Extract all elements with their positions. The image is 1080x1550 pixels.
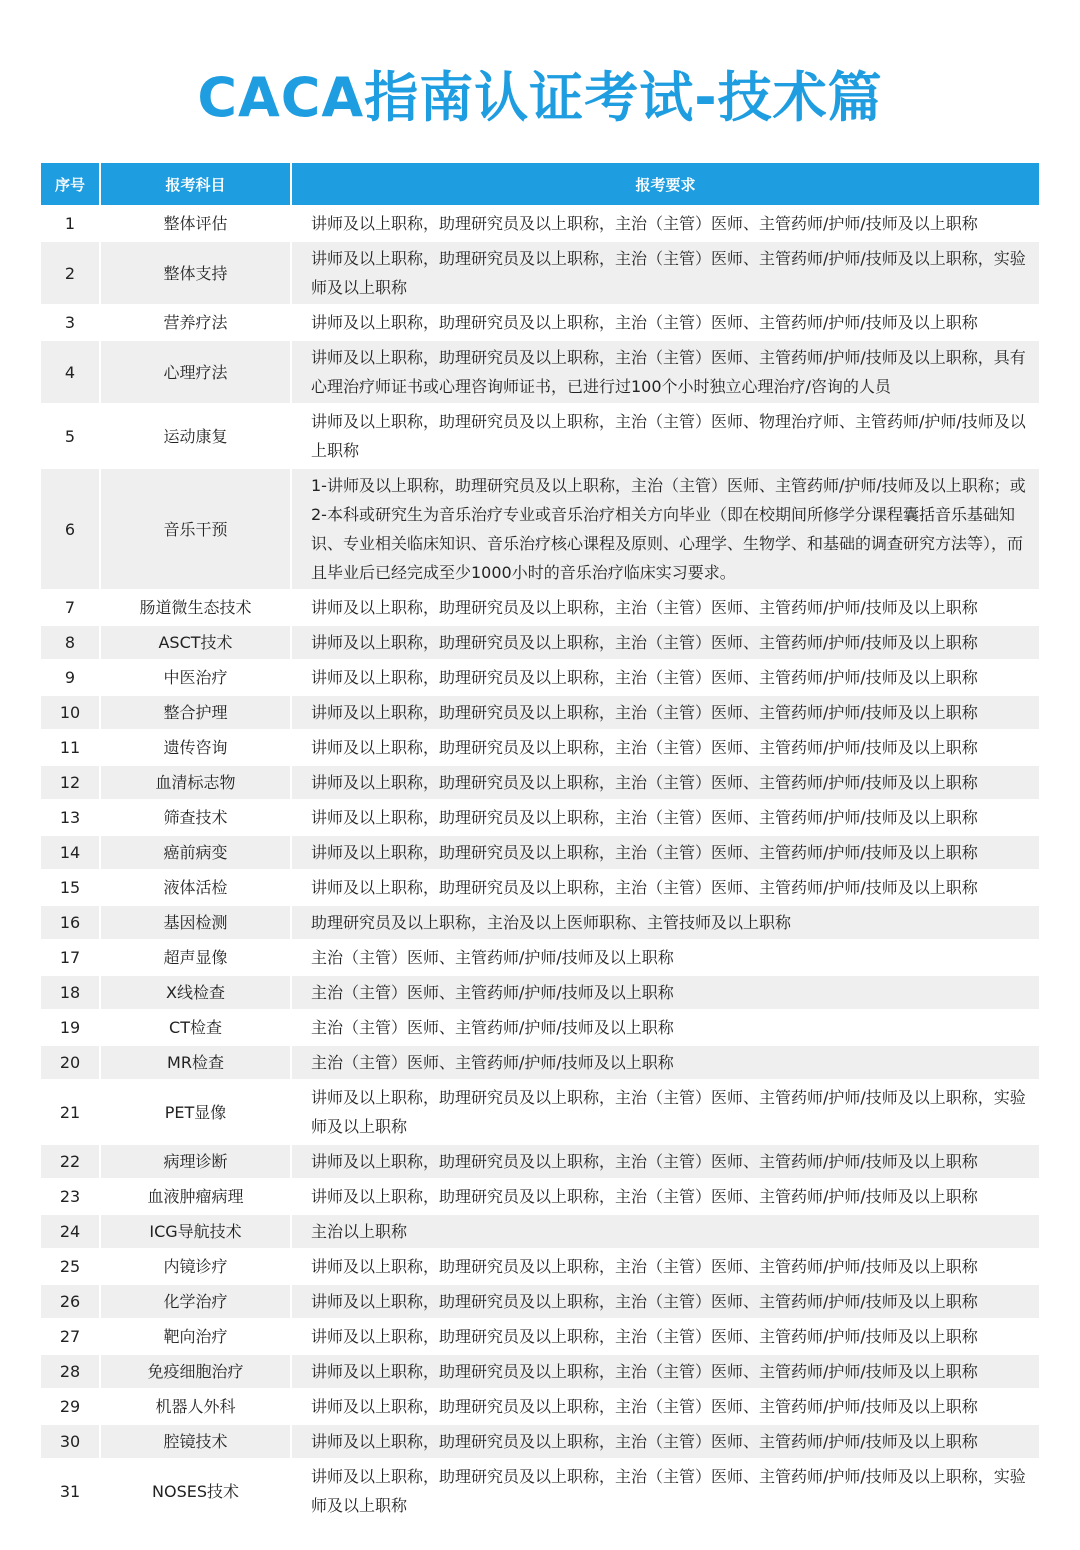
row-requirement: 讲师及以上职称，助理研究员及以上职称，主治（主管）医师、主管药师/护师/技师及以上职称 <box>290 589 1039 624</box>
row-subject: 营养疗法 <box>99 304 290 339</box>
table-row <box>41 1143 1039 1178</box>
table-row <box>41 974 1039 1009</box>
row-number: 13 <box>41 799 99 834</box>
row-requirement: 讲师及以上职称，助理研究员及以上职称，主治（主管）医师、主管药师/护师/技师及以上职称 <box>290 694 1039 729</box>
row-subject: 超声显像 <box>99 939 290 974</box>
table-row <box>41 939 1039 974</box>
table-row <box>41 1283 1039 1318</box>
row-number: 15 <box>41 869 99 904</box>
row-number: 28 <box>41 1353 99 1388</box>
row-number: 19 <box>41 1009 99 1044</box>
row-requirement: 讲师及以上职称，助理研究员及以上职称，主治（主管）医师、主管药师/护师/技师及以上职称 <box>290 304 1039 339</box>
row-number: 4 <box>41 339 99 403</box>
row-requirement: 讲师及以上职称，助理研究员及以上职称，主治（主管）医师、主管药师/护师/技师及以上职称 <box>290 624 1039 659</box>
row-subject: 化学治疗 <box>99 1283 290 1318</box>
row-subject: 免疫细胞治疗 <box>99 1353 290 1388</box>
table-row <box>41 1079 1039 1143</box>
table-row <box>41 467 1039 589</box>
row-number: 5 <box>41 403 99 467</box>
row-number: 3 <box>41 304 99 339</box>
table-row <box>41 1353 1039 1388</box>
row-number: 25 <box>41 1248 99 1283</box>
row-requirement: 讲师及以上职称，助理研究员及以上职称，主治（主管）医师、主管药师/护师/技师及以上职称 <box>290 729 1039 764</box>
row-number: 30 <box>41 1423 99 1458</box>
table-row <box>41 1388 1039 1423</box>
row-requirement: 讲师及以上职称，助理研究员及以上职称，主治（主管）医师、主管药师/护师/技师及以上职称 <box>290 659 1039 694</box>
row-subject: 腔镜技术 <box>99 1423 290 1458</box>
row-requirement: 助理研究员及以上职称，主治及以上医师职称、主管技师及以上职称 <box>290 904 1039 939</box>
row-requirement: 1-讲师及以上职称，助理研究员及以上职称，主治（主管）医师、主管药师/护师/技师及以上职称；或2-本科或研究生为音乐治疗专业或音乐治疗相关方向毕业（即在校期间所修学分课程囊括音乐基础知识、专业相关临床知识、音乐治疗核心课程及原则、心理学、生物学、和基础的调查研究方法等），而且毕业后已经完成至少1000小时的音乐治疗临床实习要求。 <box>290 467 1039 589</box>
table-header <box>41 163 1039 205</box>
row-number: 9 <box>41 659 99 694</box>
row-number: 10 <box>41 694 99 729</box>
row-number: 29 <box>41 1388 99 1423</box>
table-row <box>41 834 1039 869</box>
row-number: 12 <box>41 764 99 799</box>
row-number: 17 <box>41 939 99 974</box>
row-requirement: 讲师及以上职称，助理研究员及以上职称，主治（主管）医师、主管药师/护师/技师及以上职称 <box>290 1318 1039 1353</box>
row-number: 11 <box>41 729 99 764</box>
row-subject: 遗传咨询 <box>99 729 290 764</box>
row-subject: 血清标志物 <box>99 764 290 799</box>
row-requirement: 主治（主管）医师、主管药师/护师/技师及以上职称 <box>290 1044 1039 1079</box>
table-row <box>41 624 1039 659</box>
row-subject: 中医治疗 <box>99 659 290 694</box>
row-requirement: 讲师及以上职称，助理研究员及以上职称，主治（主管）医师、主管药师/护师/技师及以上职称 <box>290 834 1039 869</box>
table-row <box>41 659 1039 694</box>
row-number: 26 <box>41 1283 99 1318</box>
row-requirement: 讲师及以上职称，助理研究员及以上职称，主治（主管）医师、主管药师/护师/技师及以上职称 <box>290 1143 1039 1178</box>
row-number: 24 <box>41 1213 99 1248</box>
row-subject: 筛查技术 <box>99 799 290 834</box>
row-subject: 靶向治疗 <box>99 1318 290 1353</box>
table-row <box>41 1423 1039 1458</box>
row-number: 23 <box>41 1178 99 1213</box>
table-row <box>41 1213 1039 1248</box>
table-row <box>41 1248 1039 1283</box>
row-requirement: 讲师及以上职称，助理研究员及以上职称，主治（主管）医师、主管药师/护师/技师及以上职称 <box>290 1248 1039 1283</box>
row-number: 6 <box>41 467 99 589</box>
table-row <box>41 589 1039 624</box>
table-row <box>41 1009 1039 1044</box>
row-subject: 运动康复 <box>99 403 290 467</box>
exam-requirements-table <box>41 163 1039 1522</box>
table-row <box>41 764 1039 799</box>
row-subject: ICG导航技术 <box>99 1213 290 1248</box>
row-requirement: 主治以上职称 <box>290 1213 1039 1248</box>
table-row <box>41 1178 1039 1213</box>
row-number: 27 <box>41 1318 99 1353</box>
table-row <box>41 1044 1039 1079</box>
table-row <box>41 1458 1039 1522</box>
row-subject: 肠道微生态技术 <box>99 589 290 624</box>
row-number: 7 <box>41 589 99 624</box>
row-subject: ASCT技术 <box>99 624 290 659</box>
row-number: 18 <box>41 974 99 1009</box>
row-number: 22 <box>41 1143 99 1178</box>
row-subject: PET显像 <box>99 1079 290 1143</box>
row-number: 20 <box>41 1044 99 1079</box>
row-subject: 机器人外科 <box>99 1388 290 1423</box>
row-subject: 癌前病变 <box>99 834 290 869</box>
row-requirement: 主治（主管）医师、主管药师/护师/技师及以上职称 <box>290 974 1039 1009</box>
table-header-row <box>41 163 1039 205</box>
table-row <box>41 205 1039 240</box>
row-subject: 整体评估 <box>99 205 290 240</box>
row-requirement: 讲师及以上职称，助理研究员及以上职称，主治（主管）医师、主管药师/护师/技师及以上职称 <box>290 205 1039 240</box>
row-requirement: 讲师及以上职称，助理研究员及以上职称，主治（主管）医师、主管药师/护师/技师及以上职称 <box>290 1283 1039 1318</box>
row-subject: 液体活检 <box>99 869 290 904</box>
row-requirement: 讲师及以上职称，助理研究员及以上职称，主治（主管）医师、主管药师/护师/技师及以上职称，实验师及以上职称 <box>290 1079 1039 1143</box>
row-subject: 内镜诊疗 <box>99 1248 290 1283</box>
header-requirement: 报考要求 <box>290 163 1039 205</box>
row-number: 31 <box>41 1458 99 1522</box>
table-row <box>41 729 1039 764</box>
row-number: 16 <box>41 904 99 939</box>
row-subject: 整合护理 <box>99 694 290 729</box>
table-row <box>41 904 1039 939</box>
row-number: 8 <box>41 624 99 659</box>
table-row <box>41 694 1039 729</box>
row-requirement: 讲师及以上职称，助理研究员及以上职称，主治（主管）医师、物理治疗师、主管药师/护师/技师及以上职称 <box>290 403 1039 467</box>
row-number: 2 <box>41 240 99 304</box>
table-row <box>41 339 1039 403</box>
row-number: 14 <box>41 834 99 869</box>
row-subject: 音乐干预 <box>99 467 290 589</box>
table-row <box>41 403 1039 467</box>
table-body <box>41 205 1039 1522</box>
table-row <box>41 304 1039 339</box>
header-number: 序号 <box>41 163 99 205</box>
row-subject: 基因检测 <box>99 904 290 939</box>
row-requirement: 主治（主管）医师、主管药师/护师/技师及以上职称 <box>290 939 1039 974</box>
row-subject: 病理诊断 <box>99 1143 290 1178</box>
row-subject: X线检查 <box>99 974 290 1009</box>
table-row <box>41 799 1039 834</box>
header-subject: 报考科目 <box>99 163 290 205</box>
row-subject: 血液肿瘤病理 <box>99 1178 290 1213</box>
table-row <box>41 1318 1039 1353</box>
row-requirement: 讲师及以上职称，助理研究员及以上职称，主治（主管）医师、主管药师/护师/技师及以上职称 <box>290 1388 1039 1423</box>
row-subject: 整体支持 <box>99 240 290 304</box>
row-number: 1 <box>41 205 99 240</box>
row-requirement: 讲师及以上职称，助理研究员及以上职称，主治（主管）医师、主管药师/护师/技师及以上职称 <box>290 764 1039 799</box>
row-requirement: 讲师及以上职称，助理研究员及以上职称，主治（主管）医师、主管药师/护师/技师及以上职称，实验师及以上职称 <box>290 240 1039 304</box>
row-subject: CT检查 <box>99 1009 290 1044</box>
row-requirement: 主治（主管）医师、主管药师/护师/技师及以上职称 <box>290 1009 1039 1044</box>
row-requirement: 讲师及以上职称，助理研究员及以上职称，主治（主管）医师、主管药师/护师/技师及以上职称，实验师及以上职称 <box>290 1458 1039 1522</box>
row-subject: MR检查 <box>99 1044 290 1079</box>
row-subject: 心理疗法 <box>99 339 290 403</box>
row-requirement: 讲师及以上职称，助理研究员及以上职称，主治（主管）医师、主管药师/护师/技师及以上职称 <box>290 1423 1039 1458</box>
row-requirement: 讲师及以上职称，助理研究员及以上职称，主治（主管）医师、主管药师/护师/技师及以上职称 <box>290 869 1039 904</box>
row-requirement: 讲师及以上职称，助理研究员及以上职称，主治（主管）医师、主管药师/护师/技师及以上职称，具有心理治疗师证书或心理咨询师证书，已进行过100个小时独立心理治疗/咨询的人员 <box>290 339 1039 403</box>
row-requirement: 讲师及以上职称，助理研究员及以上职称，主治（主管）医师、主管药师/护师/技师及以上职称 <box>290 799 1039 834</box>
page-title: CACA指南认证考试-技术篇 <box>197 66 883 129</box>
row-number: 21 <box>41 1079 99 1143</box>
row-subject: NOSES技术 <box>99 1458 290 1522</box>
table-row <box>41 240 1039 304</box>
row-requirement: 讲师及以上职称，助理研究员及以上职称，主治（主管）医师、主管药师/护师/技师及以上职称 <box>290 1353 1039 1388</box>
row-requirement: 讲师及以上职称，助理研究员及以上职称，主治（主管）医师、主管药师/护师/技师及以上职称 <box>290 1178 1039 1213</box>
table-row <box>41 869 1039 904</box>
